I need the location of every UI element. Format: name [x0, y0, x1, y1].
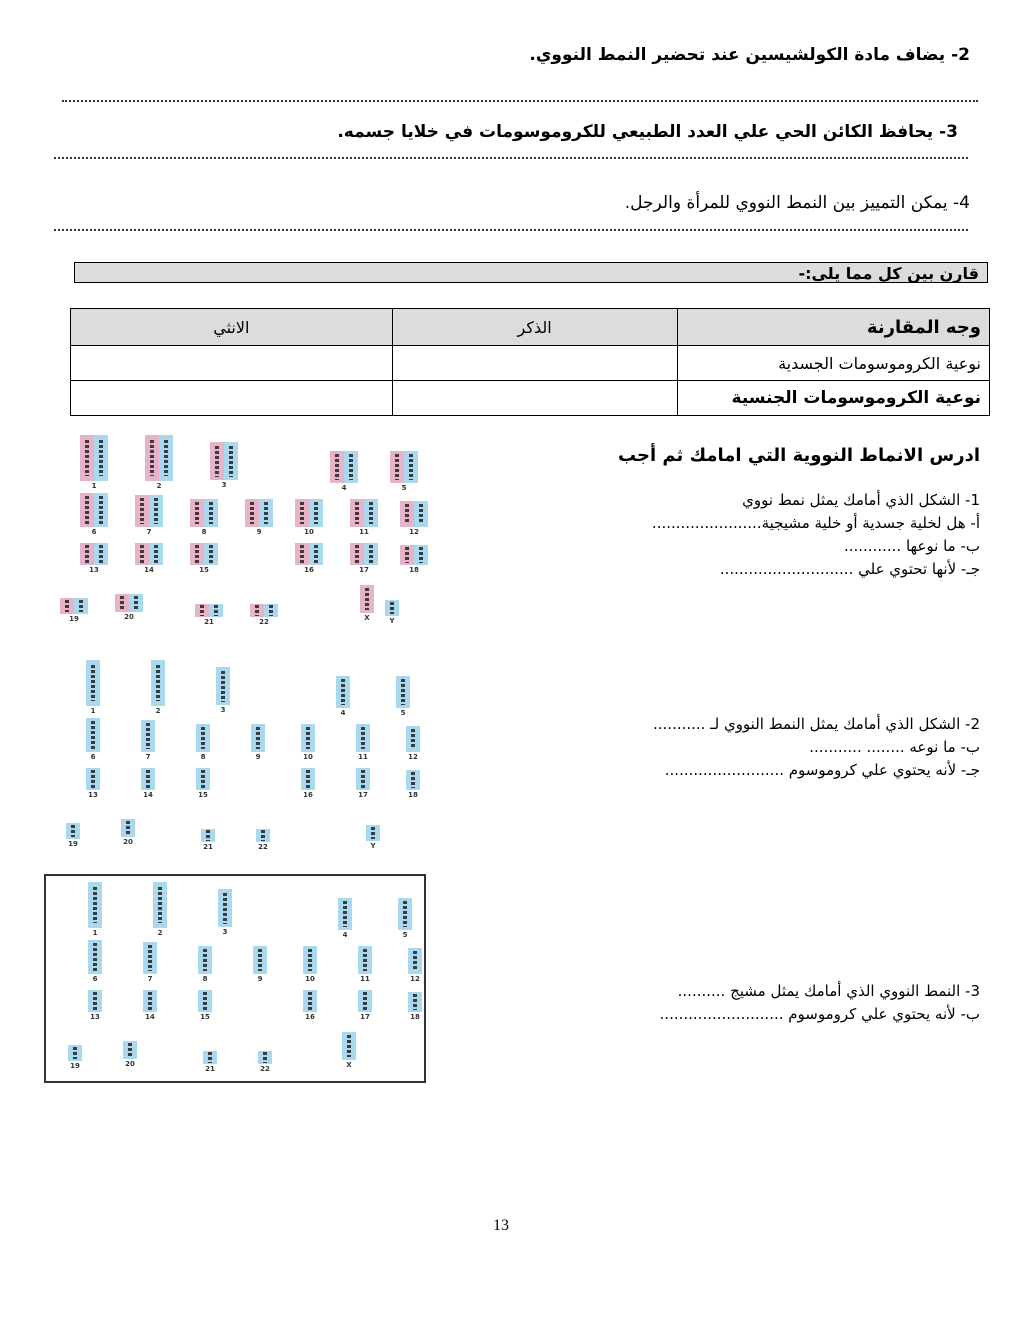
chromosome-label: 6 — [91, 528, 97, 536]
chromosome-8 — [198, 946, 212, 983]
header-aspect: وجه المقارنة — [677, 309, 989, 346]
chromatid-block — [295, 499, 309, 527]
chromosome-21 — [201, 823, 215, 851]
karyotype-egg — [44, 874, 426, 1083]
chromosome-4 — [336, 676, 350, 717]
chromatid-block — [303, 990, 317, 1012]
chromatid-block — [143, 990, 157, 1012]
chromatid-block — [338, 898, 352, 930]
chromosome-6 — [86, 718, 100, 761]
chromatid-block — [129, 594, 143, 612]
chromosome-label: 6 — [92, 975, 98, 983]
chromosome-label: 17 — [359, 566, 369, 574]
chromosome-label: 15 — [200, 1013, 210, 1021]
chromosome-9 — [245, 499, 273, 536]
chromosome-label: 12 — [408, 753, 418, 761]
chromatid-block — [414, 501, 428, 527]
question-block-1 — [652, 489, 980, 581]
chromosome-label: 13 — [88, 791, 98, 799]
chromosome-X — [342, 1032, 356, 1069]
chromosome-label: 14 — [143, 791, 153, 799]
chromosome-12 — [400, 501, 428, 536]
chromatid-block — [360, 585, 374, 613]
chromosome-11 — [358, 946, 372, 983]
chromatid-block — [209, 604, 223, 617]
chromosome-20 — [121, 818, 135, 846]
chromosome-label: 11 — [359, 528, 369, 536]
chromosome-8 — [196, 724, 210, 761]
chromatid-block — [330, 451, 344, 483]
chromosome-19 — [68, 1042, 82, 1070]
chromosome-22 — [250, 598, 278, 626]
header-male: الذكر — [392, 309, 677, 346]
chromosome-label: 13 — [89, 566, 99, 574]
chromosome-label: 9 — [256, 528, 262, 536]
chromatid-block — [149, 543, 163, 565]
chromosome-13 — [88, 990, 102, 1021]
q2-c: جـ- لأنه يحتوي علي كروموسوم ......................... — [664, 761, 980, 779]
chromosome-label: 1 — [90, 707, 96, 715]
chromatid-block — [135, 543, 149, 565]
chromosome-12 — [408, 948, 422, 983]
chromosome-6 — [88, 940, 102, 983]
chromosome-label: 19 — [70, 1062, 80, 1070]
chromosome-9 — [251, 724, 265, 761]
chromosome-label: 4 — [342, 931, 348, 940]
chromosome-12 — [406, 726, 420, 761]
question-block-2 — [653, 713, 980, 782]
chromatid-block — [356, 768, 370, 790]
chromosome-label: 4 — [341, 484, 347, 493]
chromatid-block — [60, 598, 74, 614]
chromosome-15 — [198, 990, 212, 1021]
q2-b: ب- ما نوعه ........ ........... — [809, 738, 980, 756]
chromatid-block — [141, 720, 155, 752]
chromosome-Y — [366, 822, 380, 850]
chromosome-label: 2 — [155, 707, 161, 715]
chromosome-label: 14 — [145, 1013, 155, 1021]
chromosome-label: 16 — [305, 1013, 315, 1021]
chromatid-block — [301, 724, 315, 752]
chromosome-label: 8 — [202, 975, 208, 983]
chromatid-block — [350, 543, 364, 565]
chromatid-block — [66, 823, 80, 839]
chromatid-block — [94, 435, 108, 481]
chromosome-19 — [66, 820, 80, 848]
chromosome-21 — [203, 1045, 217, 1073]
chromosome-17 — [350, 543, 378, 574]
chromosome-label: 12 — [409, 528, 419, 536]
chromosome-1 — [80, 435, 108, 490]
chromosome-1 — [86, 660, 100, 715]
chromosome-11 — [350, 499, 378, 536]
chromosome-8 — [190, 499, 218, 536]
chromatid-block — [309, 499, 323, 527]
chromosome-13 — [86, 768, 100, 799]
chromosome-4 — [338, 898, 352, 939]
chromosome-20 — [123, 1040, 137, 1068]
table-header-row — [71, 309, 990, 346]
chromatid-block — [264, 604, 278, 617]
chromosome-label: Y — [370, 842, 376, 850]
chromosome-label: 8 — [201, 528, 207, 536]
q1-line: 1- الشكل الذي أمامك يمثل نمط نووي — [742, 491, 980, 509]
chromosome-label: 2 — [156, 482, 162, 490]
chromatid-block — [408, 948, 422, 974]
chromosome-label: 3 — [221, 481, 227, 490]
chromatid-block — [256, 829, 270, 842]
chromatid-block — [356, 724, 370, 752]
chromosome-5 — [396, 676, 410, 717]
chromosome-label: 5 — [402, 931, 408, 940]
chromosome-label: X — [346, 1061, 352, 1069]
chromatid-block — [258, 1051, 272, 1064]
chromosome-11 — [356, 724, 370, 761]
chromosome-label: 12 — [410, 975, 420, 983]
chromatid-block — [135, 495, 149, 527]
chromatid-block — [88, 882, 102, 928]
chromatid-block — [253, 946, 267, 974]
chromatid-block — [195, 604, 209, 617]
chromosome-label: 20 — [123, 838, 133, 846]
chromosome-10 — [295, 499, 323, 536]
chromatid-block — [145, 435, 159, 481]
chromosome-label: 7 — [147, 975, 153, 983]
karyotype-male-diploid — [40, 430, 440, 630]
chromatid-block — [408, 992, 422, 1012]
chromosome-4 — [330, 451, 358, 492]
chromosome-3 — [218, 889, 232, 936]
q3-b: ب- لأنه يحتوي علي كروموسوم .......................... — [659, 1005, 980, 1023]
chromosome-label: 20 — [124, 613, 134, 621]
answer-line — [54, 229, 968, 231]
chromosome-22 — [256, 823, 270, 851]
chromatid-block — [259, 499, 273, 527]
chromosome-label: 17 — [360, 1013, 370, 1021]
chromatid-block — [94, 493, 108, 527]
chromosome-6 — [80, 493, 108, 536]
chromatid-block — [414, 545, 428, 565]
chromatid-block — [358, 946, 372, 974]
chromosome-2 — [153, 882, 167, 937]
chromosome-label: 14 — [144, 566, 154, 574]
chromosome-label: X — [364, 614, 370, 622]
chromosome-17 — [356, 768, 370, 799]
chromatid-block — [364, 499, 378, 527]
chromatid-block — [201, 829, 215, 842]
chromosome-label: 21 — [203, 843, 213, 851]
chromatid-block — [396, 676, 410, 708]
chromosome-label: 20 — [125, 1060, 135, 1068]
chromatid-block — [190, 543, 204, 565]
chromatid-block — [336, 676, 350, 708]
chromosome-label: 16 — [303, 791, 313, 799]
chromosome-13 — [80, 543, 108, 574]
chromatid-block — [400, 545, 414, 565]
chromosome-label: 2 — [157, 929, 163, 937]
chromosome-18 — [406, 770, 420, 799]
chromosome-label: 22 — [260, 1065, 270, 1073]
chromatid-block — [250, 604, 264, 617]
q1-a: أ- هل لخلية جسدية أو خلية مشيجية....................... — [651, 514, 980, 532]
chromosome-5 — [390, 451, 418, 492]
chromosome-label: 7 — [145, 753, 151, 761]
chromatid-block — [115, 594, 129, 612]
chromosome-5 — [398, 898, 412, 939]
chromatid-block — [141, 768, 155, 790]
q1-b: ب- ما نوعها ............ — [843, 537, 980, 555]
chromosome-label: 1 — [91, 482, 97, 490]
comparison-table — [70, 308, 990, 416]
chromatid-block — [406, 770, 420, 790]
chromosome-7 — [135, 495, 163, 536]
q3-line: 3- النمط النووي الذي أمامك يمثل مشيج .......... — [677, 982, 980, 1000]
chromatid-block — [198, 990, 212, 1012]
chromosome-18 — [400, 545, 428, 574]
chromosome-label: 7 — [146, 528, 152, 536]
chromatid-block — [251, 724, 265, 752]
chromatid-block — [309, 543, 323, 565]
answer-cell-male[interactable] — [392, 346, 677, 381]
chromosome-label: 22 — [259, 618, 269, 626]
chromosome-label: 10 — [305, 975, 315, 983]
chromosome-label: 16 — [304, 566, 314, 574]
chromatid-block — [204, 543, 218, 565]
chromatid-block — [86, 718, 100, 752]
chromosome-label: 17 — [358, 791, 368, 799]
chromosome-2 — [145, 435, 173, 490]
answer-cell-female[interactable] — [71, 381, 393, 416]
chromosome-14 — [141, 768, 155, 799]
chromosome-10 — [301, 724, 315, 761]
chromosome-X — [360, 585, 374, 622]
chromatid-block — [358, 990, 372, 1012]
chromatid-block — [198, 946, 212, 974]
chromosome-21 — [195, 598, 223, 626]
study-title: ادرس الانماط النووية التي امامك ثم أجب — [617, 445, 980, 466]
question-block-3 — [660, 980, 980, 1026]
row-label: نوعية الكروموسومات الجنسية — [677, 381, 989, 416]
karyotype-sperm — [40, 655, 440, 851]
chromatid-block — [301, 768, 315, 790]
chromatid-block — [88, 990, 102, 1012]
chromosome-label: 10 — [304, 528, 314, 536]
chromatid-block — [406, 726, 420, 752]
chromosome-label: 10 — [303, 753, 313, 761]
chromosome-16 — [295, 543, 323, 574]
compare-title: قارن بين كل مما يلي:- — [74, 262, 988, 283]
chromatid-block — [366, 825, 380, 841]
chromatid-block — [204, 499, 218, 527]
question-4: 4- يمكن التمييز بين النمط النووي للمرأة والرجل. — [624, 193, 970, 213]
chromatid-block — [159, 435, 173, 481]
chromatid-block — [342, 1032, 356, 1060]
chromatid-block — [398, 898, 412, 930]
chromosome-9 — [253, 946, 267, 983]
answer-line — [54, 157, 968, 159]
row-label: نوعية الكروموسومات الجسدية — [677, 346, 989, 381]
chromosome-label: 5 — [400, 709, 406, 718]
chromatid-block — [80, 435, 94, 481]
chromatid-block — [86, 660, 100, 706]
chromosome-3 — [210, 442, 238, 489]
question-3: 3- يحافظ الكائن الحي علي العدد الطبيعي للكروموسومات في خلايا جسمه. — [337, 122, 958, 142]
chromosome-label: 5 — [401, 484, 407, 493]
chromatid-block — [74, 598, 88, 614]
chromosome-label: 3 — [220, 706, 226, 715]
chromosome-label: 11 — [358, 753, 368, 761]
chromatid-block — [210, 442, 224, 480]
chromosome-14 — [135, 543, 163, 574]
chromosome-7 — [143, 942, 157, 983]
chromatid-block — [151, 660, 165, 706]
chromatid-block — [123, 1041, 137, 1059]
chromatid-block — [94, 543, 108, 565]
chromatid-block — [303, 946, 317, 974]
table-row — [71, 381, 990, 416]
chromatid-block — [295, 543, 309, 565]
answer-cell-female[interactable] — [71, 346, 393, 381]
chromosome-label: 9 — [257, 975, 263, 983]
q2-line: 2- الشكل الذي أمامك يمثل النمط النووي لـ ........... — [653, 715, 980, 733]
chromatid-block — [350, 499, 364, 527]
chromatid-block — [224, 442, 238, 480]
chromatid-block — [245, 499, 259, 527]
chromatid-block — [68, 1045, 82, 1061]
chromatid-block — [121, 819, 135, 837]
chromosome-label: 11 — [360, 975, 370, 983]
chromosome-14 — [143, 990, 157, 1021]
chromosome-label: 15 — [199, 566, 209, 574]
question-2: 2- يضاف مادة الكولشيسين عند تحضير النمط النووي. — [529, 45, 970, 65]
chromatid-block — [143, 942, 157, 974]
chromatid-block — [344, 451, 358, 483]
chromosome-label: 1 — [92, 929, 98, 937]
chromosome-label: 6 — [90, 753, 96, 761]
chromosome-15 — [190, 543, 218, 574]
chromosome-15 — [196, 768, 210, 799]
chromosome-3 — [216, 667, 230, 714]
chromosome-label: 22 — [258, 843, 268, 851]
chromatid-block — [385, 600, 399, 616]
chromosome-17 — [358, 990, 372, 1021]
chromatid-block — [86, 768, 100, 790]
chromatid-block — [203, 1051, 217, 1064]
chromatid-block — [218, 889, 232, 927]
chromatid-block — [196, 768, 210, 790]
chromosome-10 — [303, 946, 317, 983]
chromosome-22 — [258, 1045, 272, 1073]
chromosome-label: 21 — [204, 618, 214, 626]
chromosome-label: 13 — [90, 1013, 100, 1021]
chromosome-19 — [60, 595, 88, 623]
chromosome-label: 8 — [200, 753, 206, 761]
chromosome-7 — [141, 720, 155, 761]
chromatid-block — [190, 499, 204, 527]
chromosome-label: 18 — [410, 1013, 420, 1021]
chromatid-block — [80, 493, 94, 527]
chromatid-block — [364, 543, 378, 565]
chromosome-label: 19 — [69, 615, 79, 623]
chromosome-18 — [408, 992, 422, 1021]
chromatid-block — [216, 667, 230, 705]
chromosome-Y — [385, 597, 399, 625]
chromosome-16 — [303, 990, 317, 1021]
answer-line — [62, 100, 978, 102]
header-female: الانثي — [71, 309, 393, 346]
chromatid-block — [400, 501, 414, 527]
chromosome-label: 21 — [205, 1065, 215, 1073]
chromosome-label: 18 — [408, 791, 418, 799]
chromosome-2 — [151, 660, 165, 715]
answer-cell-male[interactable] — [392, 381, 677, 416]
chromosome-label: 15 — [198, 791, 208, 799]
chromosome-label: 18 — [409, 566, 419, 574]
chromatid-block — [153, 882, 167, 928]
chromatid-block — [390, 451, 404, 483]
chromatid-block — [404, 451, 418, 483]
q1-c: جـ- لأنها تحتوي علي ............................ — [719, 560, 980, 578]
chromosome-label: 3 — [222, 928, 228, 937]
chromatid-block — [80, 543, 94, 565]
table-row — [71, 346, 990, 381]
chromosome-label: Y — [389, 617, 395, 625]
chromatid-block — [149, 495, 163, 527]
chromatid-block — [196, 724, 210, 752]
chromosome-1 — [88, 882, 102, 937]
chromatid-block — [88, 940, 102, 974]
chromosome-label: 4 — [340, 709, 346, 718]
chromosome-20 — [115, 593, 143, 621]
chromosome-label: 9 — [255, 753, 261, 761]
chromosome-label: 19 — [68, 840, 78, 848]
chromosome-16 — [301, 768, 315, 799]
page-number: 13 — [493, 1217, 509, 1234]
